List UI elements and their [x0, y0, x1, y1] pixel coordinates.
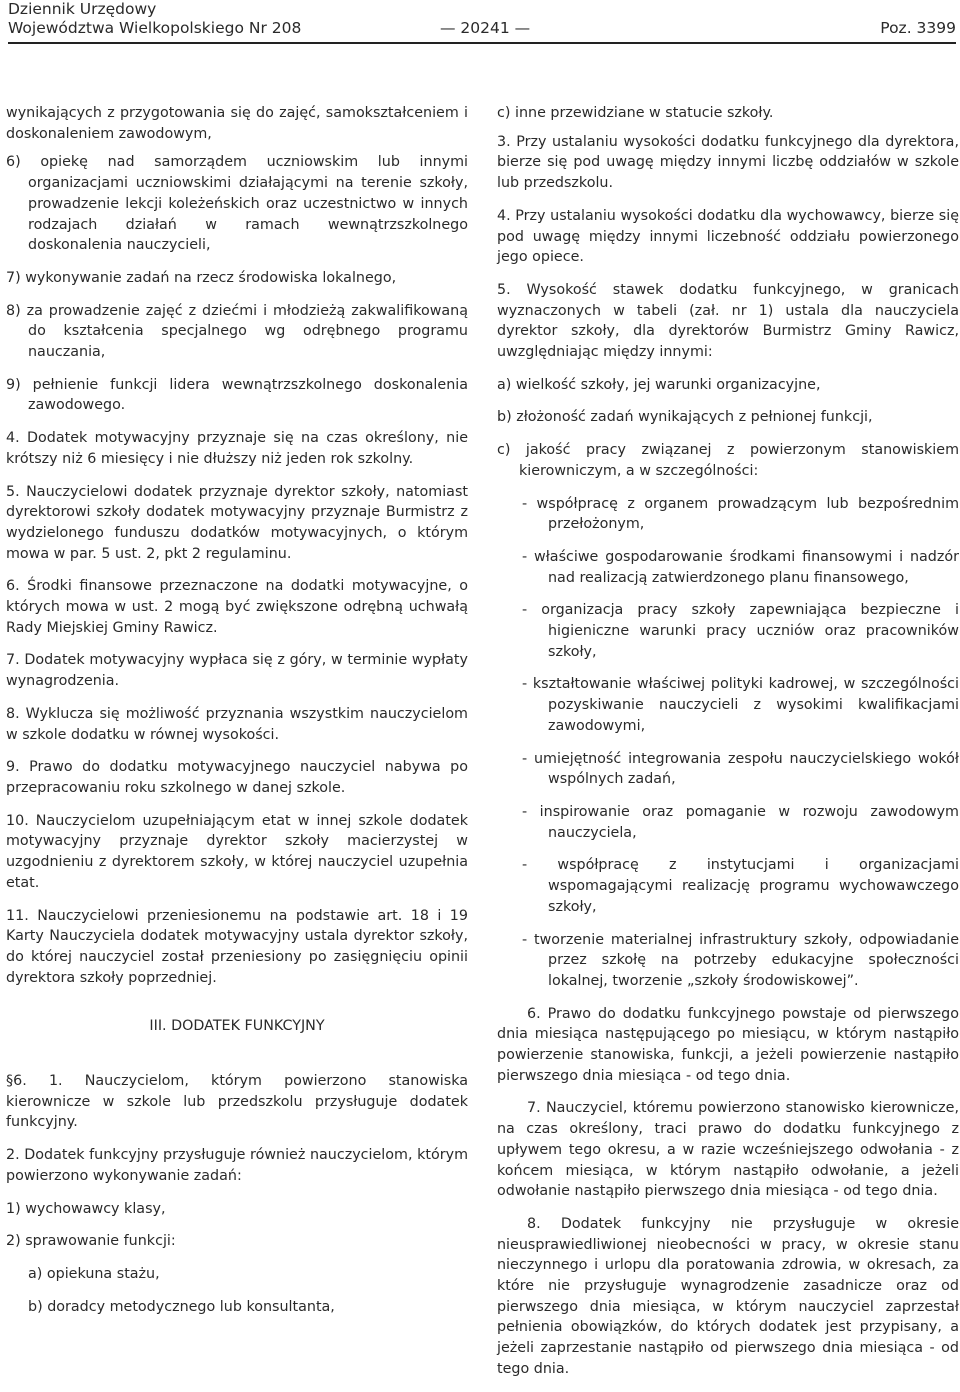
page-header — [8, 0, 956, 44]
section-paragraph: 6. Środki finansowe przeznaczone na dodatki motywacyjne, o których mowa w ust. 2 mogą być zwiększone odrębną uchwałą Rady Miejskiej Gminy Rawicz. — [6, 578, 468, 636]
dash-item: - tworzenie materialnej infrastruktury szkoły, odpowiadanie przez szkołę na potrzeby edukacyjne społeczności lokalnej, tworzenie „szkoły środowiskowej”. — [522, 931, 959, 989]
list-item: a) wielkość szkoły, jej warunki organizacyjne, — [497, 376, 821, 393]
list-item: 1) wychowawcy klasy, — [6, 1200, 166, 1217]
dash-item: - umiejętność integrowania zespołu nauczycielskiego wokół wspólnych zadań, — [522, 750, 959, 788]
list-item: 7) wykonywanie zadań na rzecz środowiska lokalnego, — [6, 269, 397, 286]
section-paragraph: 5. Nauczycielowi dodatek przyznaje dyrektor szkoły, natomiast dyrektorowi szkoły dodatek motywacyjny przyznaje Burmistrz z wydzielonego funduszu dodatków motywacyjnych, o którym mowa w par. 5 ust. 2, pkt 2 regulaminu. — [6, 483, 468, 562]
section-paragraph: 4. Dodatek motywacyjny przyznaje się na czas określony, nie krótszy niż 6 miesięcy i nie dłuższy niż jeden rok szkolny. — [6, 430, 468, 467]
section-paragraph: §6. 1. Nauczycielom, którym powierzono stanowiska kierownicze w szkole lub przedszkolu przysługuje dodatek funkcyjny. — [6, 1073, 468, 1131]
dash-item: - współpracę z organem prowadzącym lub bezpośrednim przełożonym, — [522, 495, 959, 533]
paragraph: wynikających z przygotowania się do zajęć, samokształceniem i doskonaleniem zawodowym, — [6, 105, 468, 142]
dash-item: - kształtowanie właściwej polityki kadrowej, w szczególności pozyskiwanie nauczycieli z wysokimi kwalifikacjami zawodowymi, — [522, 676, 959, 734]
list-subitem: c) inne przewidziane w statucie szkoły. — [497, 105, 774, 121]
header-left — [8, 0, 301, 38]
section-paragraph: 2. Dodatek funkcyjny przysługuje również nauczycielom, którym powierzono wykonywanie zadań: — [6, 1147, 468, 1184]
list-subitem: b) doradcy metodycznego lub konsultanta, — [28, 1298, 335, 1315]
section-paragraph: 3. Przy ustalaniu wysokości dodatku funkcyjnego dla dyrektora, bierze się pod uwagę między innymi liczbę oddziałów w szkole lub przedszkolu. — [497, 133, 959, 192]
section-paragraph: 7. Dodatek motywacyjny wypłaca się z góry, w terminie wypłaty wynagrodzenia. — [6, 652, 468, 690]
section-paragraph: 8. Wyklucza się możliwość przyznania wszystkim nauczycielom w szkole dodatku w równej wysokości. — [6, 705, 468, 743]
page-number: — 20241 — — [440, 19, 531, 37]
list-item: c) jakość pracy związanej z powierzonym stanowiskiem kierowniczym, a w szczególności: — [497, 442, 959, 479]
list-item: 6) opiekę nad samorządem uczniowskim lub innymi organizacjami uczniowskimi działającymi na terenie szkoły, prowadzenie lekcji koleżeńskich oraz uczestnictwo w innych rodzajach działań w ramach wewnątrzszkolnego doskonalenia nauczycieli, — [6, 154, 468, 254]
section-paragraph: 8. Dodatek funkcyjny nie przysługuje w okresie nieusprawiedliwionej nieobecności w pracy, w okresie stanu nieczynnego i urlopu dla poratowania zdrowia, w okresach, za które nie przysługuje wynagrodzenie zasadnicze oraz od pierwszego dnia miesiąca, w którym nauczyciel zaprzestał pełnienia obowiązków, do których dodatek jest przypisany, a jeżeli zaprzestanie nastąpiło od pierwszego dnia miesiąca - od tego dnia. — [497, 1215, 959, 1377]
position-number: Poz. 3399 — [880, 19, 956, 37]
list-item: 8) za prowadzenie zajęć z dziećmi i młodzieżą zakwalifikowaną do kształcenia specjalnego wg odrębnego programu nauczania, — [6, 302, 468, 361]
list-subitem: a) opiekuna stażu, — [28, 1265, 160, 1282]
section-paragraph: 4. Przy ustalaniu wysokości dodatku dla wychowawcy, bierze się pod uwagę między innymi liczebność oddziału powierzonego jego opiece. — [497, 207, 959, 266]
section-paragraph: 6. Prawo do dodatku funkcyjnego powstaje od pierwszego dnia miesiąca następującego po miesiącu, w którym nastąpiło powierzenie stanowiska, funkcji, a jeżeli powierzenie nastąpiło pierwszego dnia miesiąca - od tego dnia. — [497, 1005, 959, 1084]
list-item: b) złożoność zadań wynikających z pełnionej funkcji, — [497, 409, 873, 426]
section-paragraph: 10. Nauczycielom uzupełniającym etat w innej szkole dodatek motywacyjny przyznaje dyrektor szkoły macierzystej w uzgodnieniu z dyrektorem szkoły, w której nauczyciel uzupełnia etat. — [6, 812, 468, 891]
chapter-heading: III. DODATEK FUNKCYJNY — [149, 1018, 325, 1035]
list-item: 9) pełnienie funkcji lidera wewnątrzszkolnego doskonalenia zawodowego. — [6, 376, 468, 414]
journal-title: Dziennik Urzędowy — [8, 0, 157, 18]
section-paragraph: 11. Nauczycielowi przeniesionemu na podstawie art. 18 i 19 Karty Nauczyciela dodatek motywacyjny ustala dyrektor szkoły, do której nauczyciel został przeniesiony po zasięgnięciu opinii dyrektora szkoły poprzedniej. — [6, 907, 468, 986]
section-paragraph: 7. Nauczyciel, któremu powierzono stanowisko kierownicze, na czas określony, traci prawo do dodatku funkcyjnego z upływem tego okresu, a w razie wcześniejszego odwołania - z końcem miesiąca, w którym nastąpiło odwołanie, a jeżeli odwołanie nastąpiło pierwszego dnia miesiąca - od tego dnia. — [497, 1100, 959, 1200]
dash-item: - właściwe gospodarowanie środkami finansowymi i nadzór nad realizacją zatwierdzonego planu finansowego, — [522, 548, 959, 586]
left-column — [6, 103, 468, 1329]
section-paragraph: 9. Prawo do dodatku motywacyjnego nauczyciel nabywa po przepracowaniu roku szkolnego w danej szkole. — [6, 759, 468, 796]
dash-item: - organizacja pracy szkoły zapewniająca bezpieczne i higieniczne warunki pracy uczniów oraz pracowników szkoły, — [522, 602, 959, 660]
voivodeship-issue: Województwa Wielkopolskiego Nr 208 — [8, 19, 302, 37]
dash-item: - współpracę z instytucjami i organizacjami wspomagającymi realizację programu wychowawczego szkoły, — [522, 857, 959, 915]
right-column — [497, 103, 959, 1392]
list-item: 2) sprawowanie funkcji: — [6, 1233, 176, 1250]
dash-item: - inspirowanie oraz pomaganie w rozwoju zawodowym nauczyciela, — [522, 803, 959, 841]
section-paragraph: 5. Wysokość stawek dodatku funkcyjnego, w granicach wyznaczonych w tabeli (zał. nr 1) ustala dla nauczyciela dyrektor szkoły, dla dyrektorów Burmistrz Gminy Rawicz, uwzględniając między innymi: — [497, 281, 959, 361]
